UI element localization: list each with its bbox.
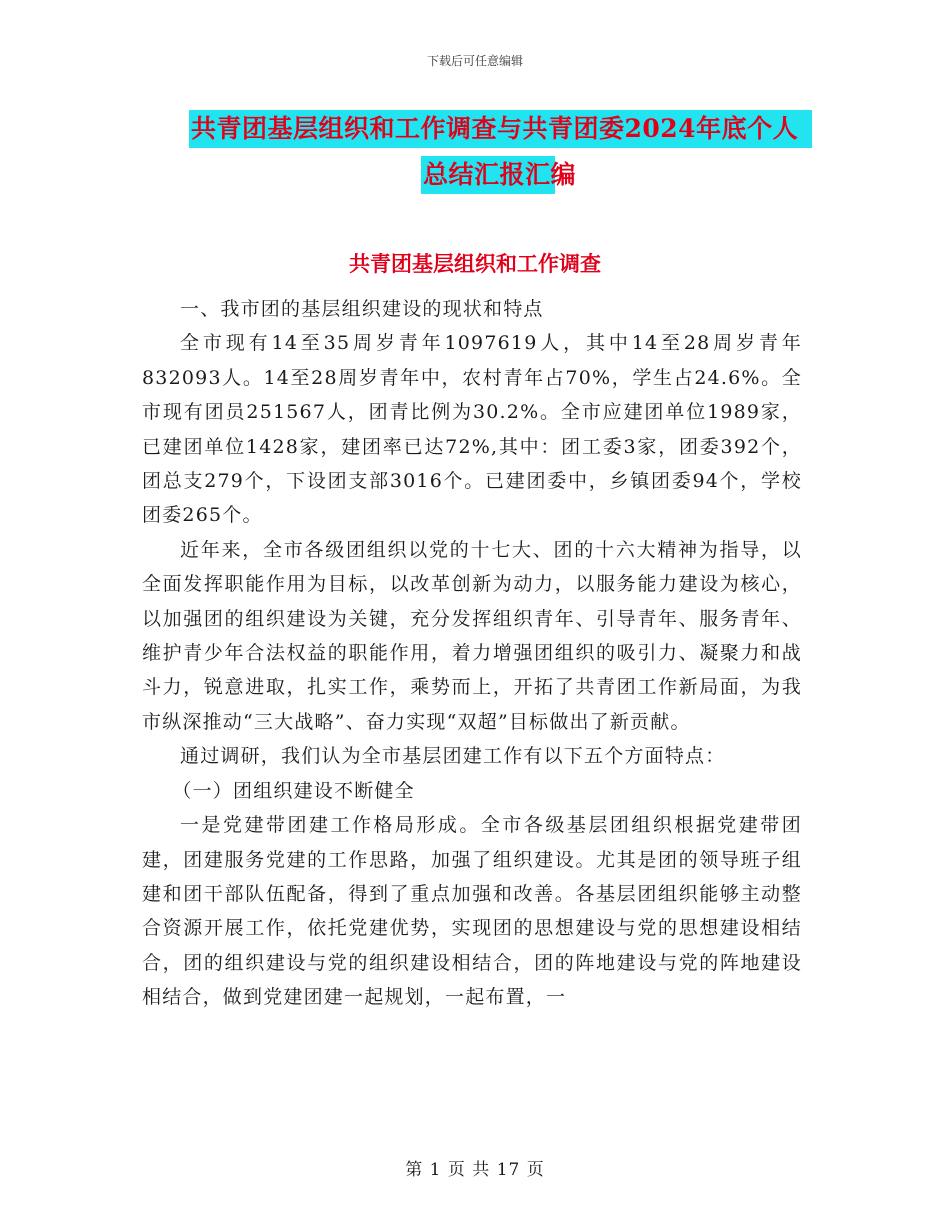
paragraph-heading-1: 一、我市团的基层组织建设的现状和特点 [180, 298, 544, 320]
paragraph-subheading-1: （一）团组织建设不断健全 [172, 779, 415, 802]
section-subtitle: 共青团基层组织和工作调查 [349, 251, 601, 276]
paragraph-five-features: 通过调研，我们认为全市基层团建工作有以下五个方面特点： [180, 745, 726, 768]
document-body [142, 292, 802, 1015]
paragraph-statistics: 全市现有14至35周岁青年1097619人，其中14至28周岁青年832093人。14至28周岁青年中，农村青年占70%，学生占24.6%。全市现有团员251567人，团青比例为30.2%。全市应建团单位1989家，已建团单位1428家，建团率已达72%,其中：团工委3家，团委392个，团总支279个，下设团支部3016个。已建团委中，乡镇团委94个，学校团委265个。 [142, 332, 802, 527]
document-title-line-2: 总结汇报汇编 [421, 156, 555, 194]
paragraph-party-building: 一是党建带团建工作格局形成。全市各级基层团组织根据党建带团建，团建服务党建的工作思路，加强了组织建设。尤其是团的领导班子组建和团干部队伍配备，得到了重点加强和改善。各基层团组织能够主动整合资源开展工作，依托党建优势，实现团的思想建设与党的思想建设相结合，团的组织建设与党的组织建设相结合，团的阵地建设与党的阵地建设相结合，做到党建团建一起规划，一起布置，一 [142, 814, 802, 1009]
page-footer-page-number: 第 1 页 共 17 页 [405, 1160, 545, 1180]
document-title-line-1: 共青团基层组织和工作调查与共青团委2024年底个人 [189, 110, 812, 148]
page-header-note: 下载后可任意编辑 [426, 54, 523, 68]
paragraph-recent-years: 近年来，全市各级团组织以党的十七大、团的十六大精神为指导，以全面发挥职能作用为目标，以改革创新为动力，以服务能力建设为核心，以加强团的组织建设为关键，充分发挥组织青年、引导青年、服务青年、维护青少年合法权益的职能作用，着力增强团组织的吸引力、凝聚力和战斗力，锐意进取，扎实工作，乘势而上，开拓了共青团工作新局面，为我市纵深推动“三大战略”、奋力实现“双超”目标做出了新贡献。 [142, 538, 802, 733]
